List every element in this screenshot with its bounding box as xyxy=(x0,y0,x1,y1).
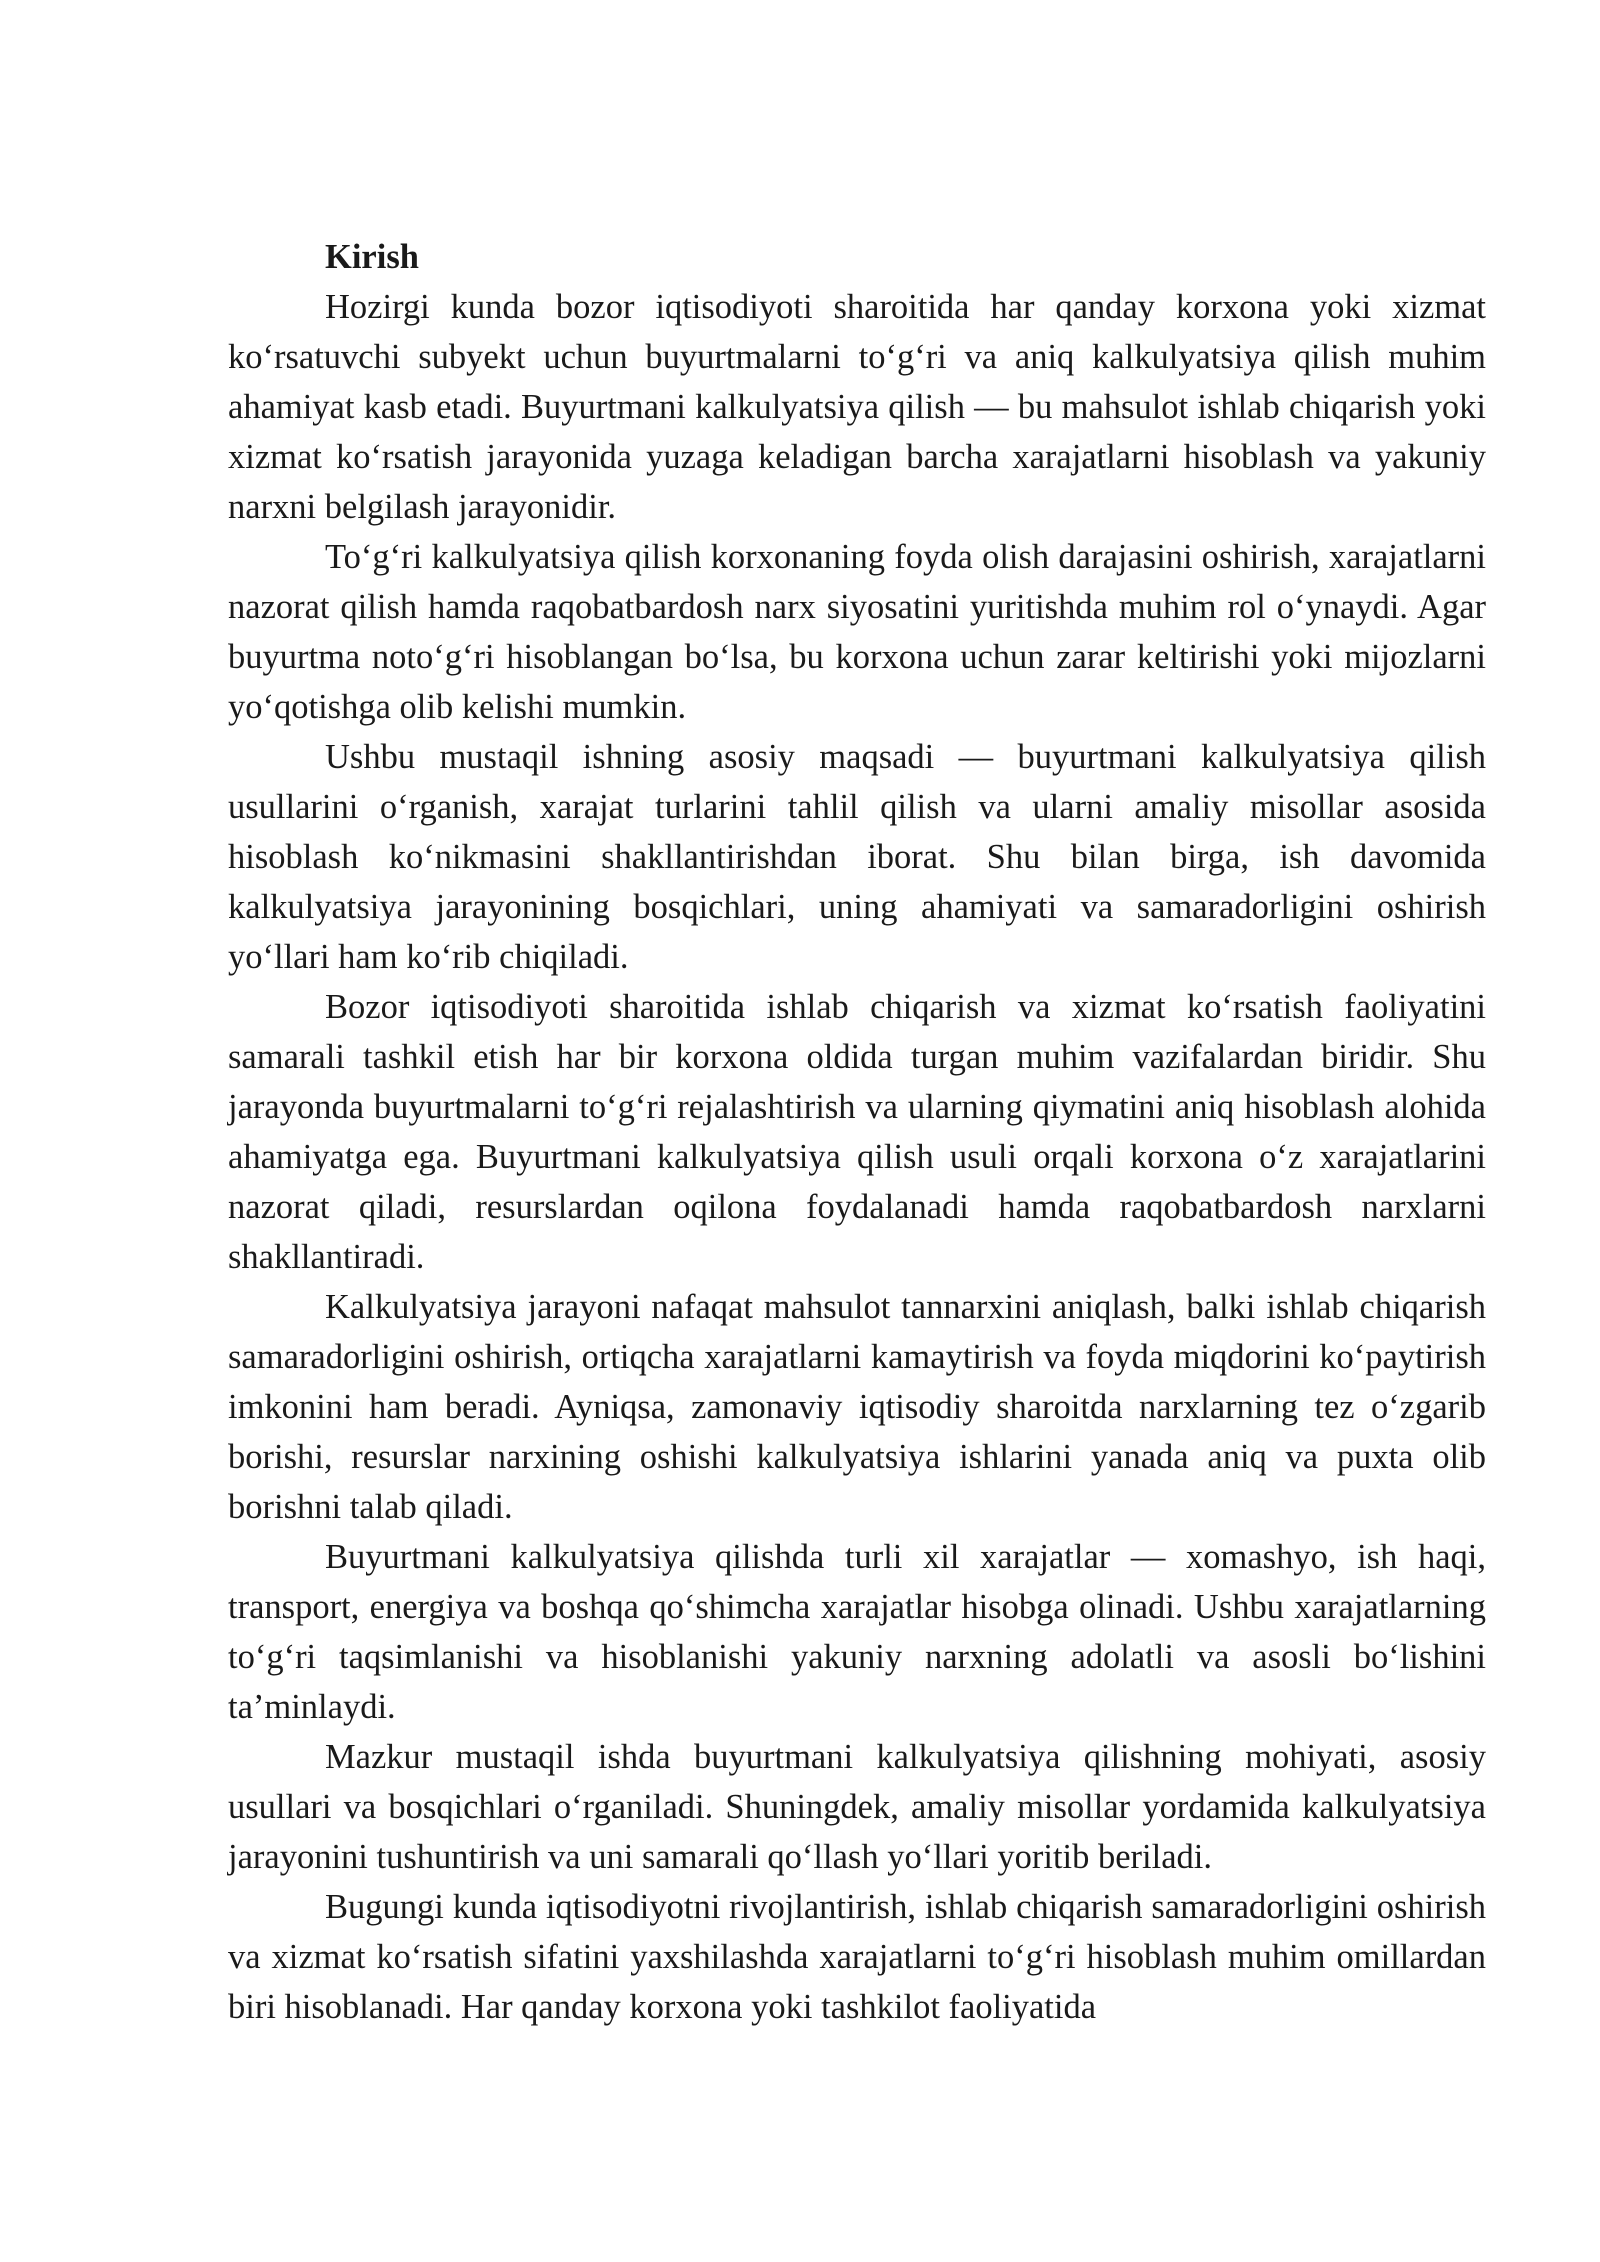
paragraph: Kalkulyatsiya jarayoni nafaqat mahsulot tannarxini aniqlash, balki ishlab chiqarish samaradorligini oshirish, ortiqcha xarajatlarni kamaytirish va foyda miqdorini ko‘paytirish imkonini ham beradi. Ayniqsa, zamonaviy iqtisodiy sharoitda narxlarning tez o‘zgarib borishi, resurslar narxining oshishi kalkulyatsiya ishlarini yanada aniq va puxta olib borishni talab qiladi. xyxy=(228,1288,1486,1526)
paragraph: To‘g‘ri kalkulyatsiya qilish korxonaning foyda olish darajasini oshirish, xarajatlarni nazorat qilish hamda raqobatbardosh narx siyosatini yuritishda muhim rol o‘ynaydi. Agar buyurtma noto‘g‘ri hisoblangan bo‘lsa, bu korxona uchun zarar keltirishi yoki mijozlarni yo‘qotishga olib kelishi mumkin. xyxy=(228,538,1486,726)
paragraph: Hozirgi kunda bozor iqtisodiyoti sharoitida har qanday korxona yoki xizmat ko‘rsatuvchi subyekt uchun buyurtmalarni to‘g‘ri va aniq kalkulyatsiya qilish muhim ahamiyat kasb etadi. Buyurtmani kalkulyatsiya qilish — bu mahsulot ishlab chiqarish yoki xizmat ko‘rsatish jarayonida yuzaga keladigan barcha xarajatlarni hisoblash va yakuniy narxni belgilash jarayonidir. xyxy=(228,288,1486,526)
section-heading: Kirish xyxy=(325,238,419,276)
paragraph: Ushbu mustaqil ishning asosiy maqsadi — buyurtmani kalkulyatsiya qilish usullarini o‘rganish, xarajat turlarini tahlil qilish va ularni amaliy misollar asosida hisoblash ko‘nikmasini shakllantirishdan iborat. Shu bilan birga, ish davomida kalkulyatsiya jarayonining bosqichlari, uning ahamiyati va samaradorligini oshirish yo‘llari ham ko‘rib chiqiladi. xyxy=(228,738,1486,976)
paragraph: Mazkur mustaqil ishda buyurtmani kalkulyatsiya qilishning mohiyati, asosiy usullari va bosqichlari o‘rganiladi. Shuningdek, amaliy misollar yordamida kalkulyatsiya jarayonini tushuntirish va uni samarali qo‘llash yo‘llari yoritib beriladi. xyxy=(228,1738,1486,1876)
paragraph: Bozor iqtisodiyoti sharoitida ishlab chiqarish va xizmat ko‘rsatish faoliyatini samarali tashkil etish har bir korxona oldida turgan muhim vazifalardan biridir. Shu jarayonda buyurtmalarni to‘g‘ri rejalashtirish va ularning qiymatini aniq hisoblash alohida ahamiyatga ega. Buyurtmani kalkulyatsiya qilish usuli orqali korxona o‘z xarajatlarini nazorat qiladi, resurslardan oqilona foydalanadi hamda raqobatbardosh narxlarni shakllantiradi. xyxy=(228,988,1486,1276)
document-body xyxy=(228,232,1486,2032)
paragraph: Bugungi kunda iqtisodiyotni rivojlantirish, ishlab chiqarish samaradorligini oshirish va xizmat ko‘rsatish sifatini yaxshilashda xarajatlarni to‘g‘ri hisoblash muhim omillardan biri hisoblanadi. Har qanday korxona yoki tashkilot faoliyatida xyxy=(228,1888,1486,2026)
paragraph: Buyurtmani kalkulyatsiya qilishda turli xil xarajatlar — xomashyo, ish haqi, transport, energiya va boshqa qo‘shimcha xarajatlar hisobga olinadi. Ushbu xarajatlarning to‘g‘ri taqsimlanishi va hisoblanishi yakuniy narxning adolatli va asosli bo‘lishini ta’minlaydi. xyxy=(228,1538,1486,1726)
